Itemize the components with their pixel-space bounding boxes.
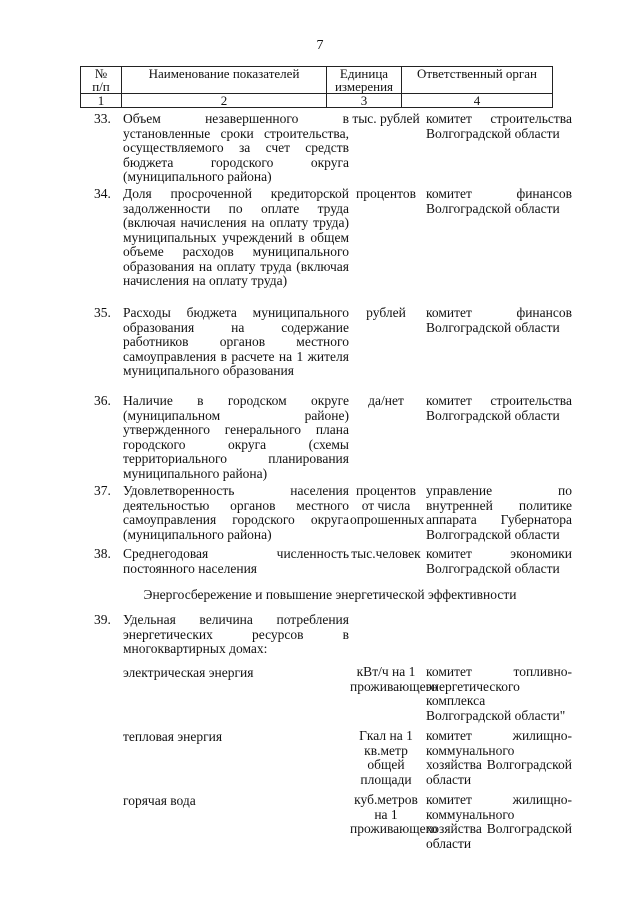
- subrow-name: электрическая энергия: [123, 665, 254, 680]
- row-number: 38.: [94, 546, 111, 561]
- header-index-2: 2: [122, 94, 327, 108]
- row-org: комитет строительства Волгоградской области: [426, 111, 572, 141]
- row-number: 36.: [94, 393, 111, 408]
- row-org: комитет экономики Волгоградской области: [426, 546, 572, 576]
- row-unit: куб.метров на 1 проживающего: [350, 792, 438, 836]
- row-number: 37.: [94, 483, 111, 498]
- row-org: комитет жилищно-коммунального хозяйства Волгоградской области: [426, 728, 572, 787]
- header-unit-cell: [327, 67, 402, 94]
- row-org: комитет финансов Волгоградской области: [426, 186, 572, 216]
- row-name: Расходы бюджета муниципального образования на содержание работников органов местного самоуправления в расчете на 1 жителя муниципального образования: [123, 305, 349, 378]
- row-unit: процентов: [355, 186, 416, 201]
- table-header: [80, 66, 553, 108]
- header-num-line2: п/п: [92, 79, 110, 94]
- header-num-cell: [81, 67, 122, 94]
- row-org: комитет жилищно-коммунального хозяйства Волгоградской области: [426, 792, 572, 851]
- header-index-4: 4: [402, 94, 553, 108]
- header-num-line1: №: [94, 66, 108, 81]
- row-unit: кВт/ч на 1 проживающего: [350, 664, 438, 694]
- section-title: Энергосбережение и повышение энергетической эффективности: [143, 587, 517, 602]
- row-unit: тыс. рублей: [352, 111, 420, 126]
- row-number: 39.: [94, 612, 111, 627]
- subrow-name: тепловая энергия: [123, 729, 223, 744]
- row-org: комитет финансов Волгоградской области: [426, 305, 572, 335]
- row-org: управление по внутренней политике аппарата Губернатора Волгоградской области: [426, 483, 572, 542]
- subrow-name: горячая вода: [123, 793, 196, 808]
- page-number: 7: [316, 38, 324, 53]
- row-name: Среднегодовая численность постоянного населения: [123, 546, 349, 576]
- row-unit: рублей: [366, 305, 406, 320]
- row-number: 35.: [94, 305, 111, 320]
- header-unit-line1: Единица: [339, 66, 389, 81]
- row-name: Удельная величина потребления энергетических ресурсов в многоквартирных домах:: [123, 612, 349, 656]
- row-name: Объем незавершенного в установленные сроки строительства, осуществляемого за счет средств бюджета городского округа (муниципального района): [123, 111, 349, 184]
- row-number: 34.: [94, 186, 111, 201]
- row-number: 33.: [94, 111, 111, 126]
- row-unit: да/нет: [368, 393, 404, 408]
- header-index-3: 3: [327, 94, 402, 108]
- row-name: Удовлетворенность населения деятельностью органов местного самоуправления городского округа (муниципального района): [123, 483, 349, 542]
- row-name: Наличие в городском округе (муниципальном районе) утвержденного генерального плана городского округа (схемы территориального планирования муниципального района): [123, 393, 349, 481]
- row-org: комитет топливно-энергетического комплекса Волгоградской области": [426, 664, 572, 723]
- header-org-cell: Ответственный орган: [402, 67, 553, 94]
- header-index-1: 1: [81, 94, 122, 108]
- header-unit-line2: измерения: [334, 79, 394, 94]
- row-org: комитет строительства Волгоградской области: [426, 393, 572, 423]
- header-name-cell: Наименование показателей: [122, 67, 327, 94]
- row-unit: Гкал на 1 кв.метр общей площади: [359, 728, 413, 787]
- row-unit: тыс.человек: [351, 546, 421, 561]
- row-name: Доля просроченной кредиторской задолженности по оплате труда (включая начисления на оплату труда) муниципальных учреждений в общем объеме расходов муниципального образования на оплату труда (включая начисления на оплату труда): [123, 186, 349, 288]
- row-unit: процентов от числа опрошенных: [350, 483, 425, 527]
